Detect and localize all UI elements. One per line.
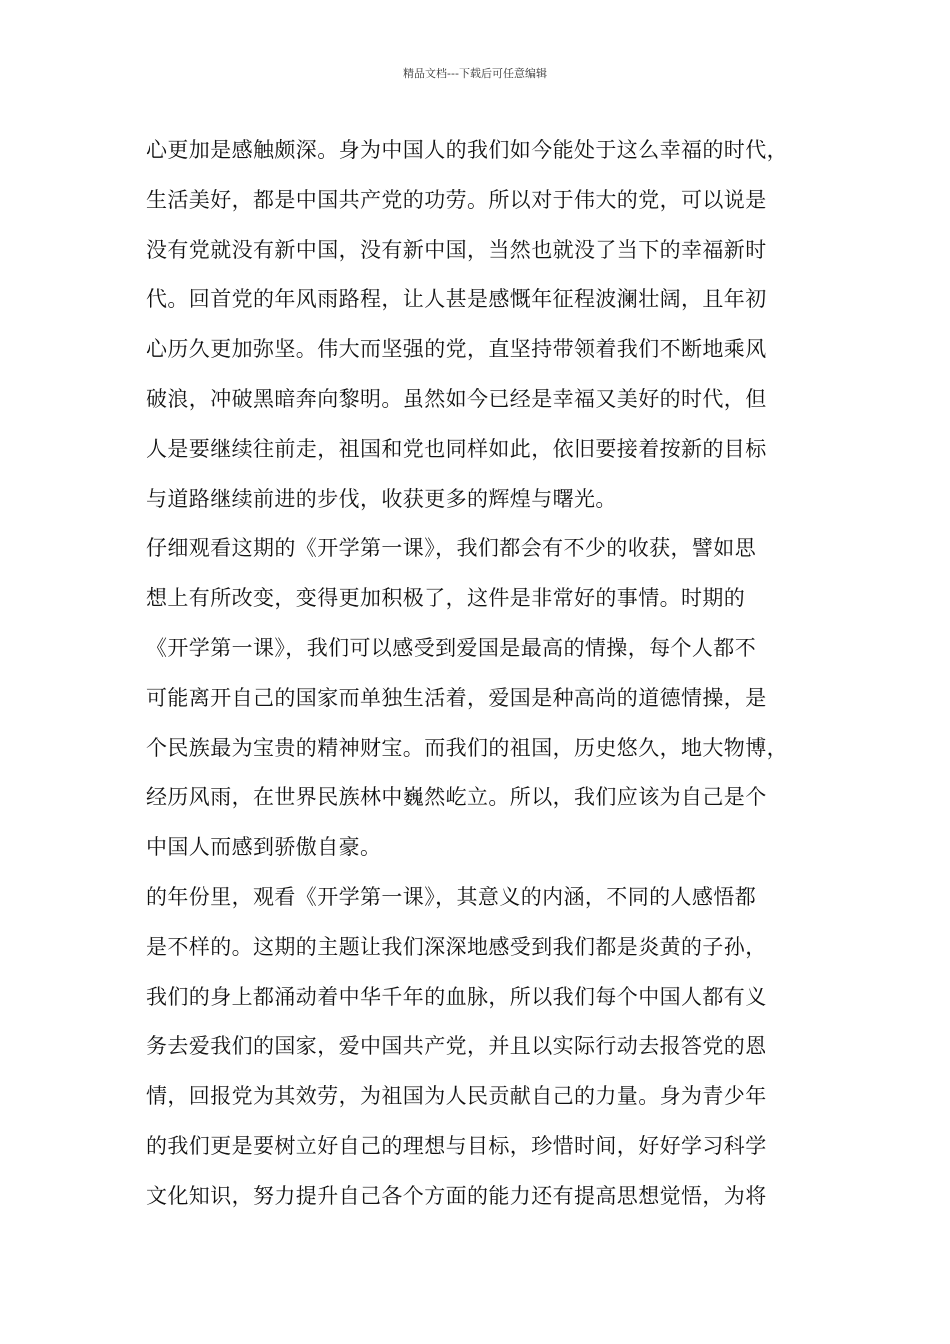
text-line: 情，回报党为其效劳，为祖国为人民贡献自己的力量。身为青少年 bbox=[146, 1084, 767, 1109]
text-line: 中国人而感到骄傲自豪。 bbox=[146, 835, 382, 860]
text-line: 没有党就没有新中国，没有新中国，当然也就没了当下的幸福新时 bbox=[146, 237, 767, 262]
text-line: 的我们更是要树立好自己的理想与目标，珍惜时间，好好学习科学 bbox=[146, 1133, 767, 1158]
text-line: 文化知识，努力提升自己各个方面的能力还有提高思想觉悟，为将 bbox=[146, 1183, 767, 1208]
text-line: 是不样的。这期的主题让我们深深地感受到我们都是炎黄的子孙， bbox=[146, 934, 767, 959]
text-line: 经历风雨，在世界民族林中巍然屹立。所以，我们应该为自己是个 bbox=[146, 785, 767, 810]
text-line: 心更加是感触颇深。身为中国人的我们如今能处于这么幸福的时代， bbox=[146, 138, 788, 162]
text-line: 想上有所改变，变得更加积极了，这件是非常好的事情。时期的 bbox=[146, 586, 746, 611]
text-line: 可能离开自己的国家而单独生活着，爱国是种高尚的道德情操，是 bbox=[146, 685, 767, 710]
page-header: 精品文档---下载后可任意编辑 bbox=[403, 67, 547, 80]
text-line: 我们的身上都涌动着中华千年的血脉，所以我们每个中国人都有义 bbox=[146, 984, 767, 1009]
text-line: 生活美好，都是中国共产党的功劳。所以对于伟大的党，可以说是 bbox=[146, 187, 767, 212]
text-line: 与道路继续前进的步伐，收获更多的辉煌与曙光。 bbox=[146, 486, 617, 511]
text-line: 务去爱我们的国家，爱中国共产党，并且以实际行动去报答党的恩 bbox=[146, 1034, 767, 1059]
text-line: 《开学第一课》，我们可以感受到爱国是最高的情操，每个人都不 bbox=[146, 635, 757, 660]
text-line: 的年份里，观看《开学第一课》，其意义的内涵，不同的人感悟都 bbox=[146, 884, 757, 909]
text-line: 人是要继续往前走，祖国和党也同样如此，依旧要接着按新的目标 bbox=[146, 436, 767, 461]
body-text bbox=[146, 126, 826, 1222]
text-line: 心历久更加弥坚。伟大而坚强的党，直坚持带领着我们不断地乘风 bbox=[146, 337, 767, 362]
text-line: 个民族最为宝贵的精神财宝。而我们的祖国，历史悠久，地大物博， bbox=[146, 735, 788, 760]
text-line: 代。回首党的年风雨路程，让人甚是感慨年征程波澜壮阔，且年初 bbox=[146, 287, 767, 312]
text-line: 破浪，冲破黑暗奔向黎明。虽然如今已经是幸福又美好的时代，但 bbox=[146, 386, 767, 411]
text-line: 仔细观看这期的《开学第一课》，我们都会有不少的收获，譬如思 bbox=[146, 536, 757, 561]
